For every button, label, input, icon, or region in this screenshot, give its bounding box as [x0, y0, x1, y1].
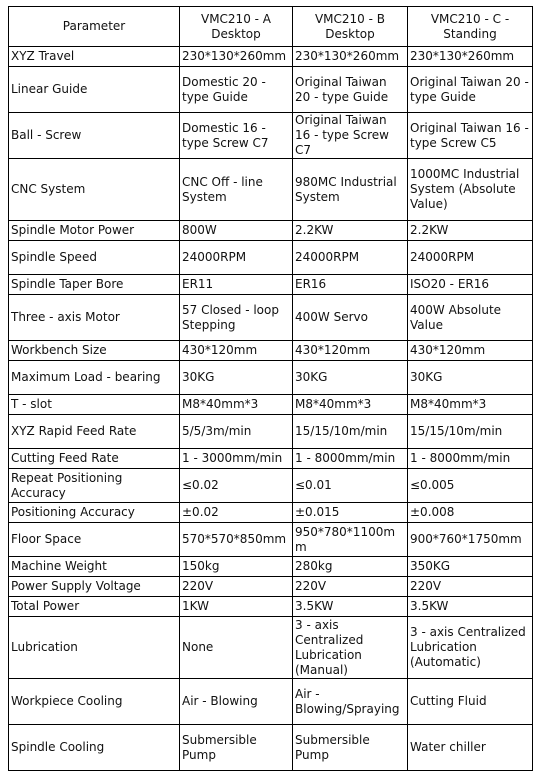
cell-model-a: Domestic 16 - type Screw C7 — [180, 113, 293, 159]
cell-model-b: 3.5KW — [293, 597, 408, 617]
table-row — [9, 577, 533, 597]
cell-model-c: ≤0.005 — [408, 469, 533, 503]
cell-model-a: 5/5/3m/min — [180, 415, 293, 449]
row-label: Power Supply Voltage — [9, 577, 180, 597]
table-row — [9, 295, 533, 341]
table-row — [9, 241, 533, 275]
cell-model-b: Air - Blowing/Spraying — [293, 679, 408, 725]
cell-model-c: ISO20 - ER16 — [408, 275, 533, 295]
table-row — [9, 415, 533, 449]
cell-model-a: 220V — [180, 577, 293, 597]
table-row — [9, 597, 533, 617]
cell-model-a: Domestic 20 - type Guide — [180, 67, 293, 113]
row-label: Spindle Cooling — [9, 725, 180, 771]
cell-model-b: 950*780*1100mm — [293, 523, 408, 557]
cell-model-b: ER16 — [293, 275, 408, 295]
header-parameter: Parameter — [9, 7, 180, 47]
row-label: T - slot — [9, 395, 180, 415]
cell-model-a: 30KG — [180, 361, 293, 395]
cell-model-c: ±0.008 — [408, 503, 533, 523]
row-label: Spindle Speed — [9, 241, 180, 275]
table-row — [9, 449, 533, 469]
row-label: Spindle Motor Power — [9, 221, 180, 241]
cell-model-c: 350KG — [408, 557, 533, 577]
cell-model-b: 400W Servo — [293, 295, 408, 341]
table-row — [9, 523, 533, 557]
cell-model-a: 57 Closed - loop Stepping — [180, 295, 293, 341]
cell-model-b: M8*40mm*3 — [293, 395, 408, 415]
cell-model-c: Original Taiwan 16 - type Screw C5 — [408, 113, 533, 159]
cell-model-a: 1KW — [180, 597, 293, 617]
cell-model-b: 220V — [293, 577, 408, 597]
cell-model-b: Original Taiwan 20 - type Guide — [293, 67, 408, 113]
table-row — [9, 159, 533, 221]
cell-model-a: ≤0.02 — [180, 469, 293, 503]
row-label: Floor Space — [9, 523, 180, 557]
cell-model-c: Water chiller — [408, 725, 533, 771]
cell-model-c: 3.5KW — [408, 597, 533, 617]
cell-model-b: ≤0.01 — [293, 469, 408, 503]
row-label: Linear Guide — [9, 67, 180, 113]
cell-model-b: 2.2KW — [293, 221, 408, 241]
cell-model-a: CNC Off - line System — [180, 159, 293, 221]
row-label: Maximum Load - bearing — [9, 361, 180, 395]
cell-model-a: None — [180, 617, 293, 679]
row-label: Lubrication — [9, 617, 180, 679]
row-label: CNC System — [9, 159, 180, 221]
table-row — [9, 617, 533, 679]
cell-model-b: 30KG — [293, 361, 408, 395]
cell-model-c: 430*120mm — [408, 341, 533, 361]
row-label: Total Power — [9, 597, 180, 617]
cell-model-c: 15/15/10m/min — [408, 415, 533, 449]
table-row — [9, 395, 533, 415]
cell-model-a: 24000RPM — [180, 241, 293, 275]
table-row — [9, 557, 533, 577]
cell-model-b: Original Taiwan 16 - type Screw C7 — [293, 113, 408, 159]
table-row — [9, 725, 533, 771]
cell-model-a: M8*40mm*3 — [180, 395, 293, 415]
cell-model-c: 1000MC Industrial System (Absolute Value) — [408, 159, 533, 221]
cell-model-a: 800W — [180, 221, 293, 241]
row-label: Positioning Accuracy — [9, 503, 180, 523]
row-label: Workpiece Cooling — [9, 679, 180, 725]
row-label: Spindle Taper Bore — [9, 275, 180, 295]
table-row — [9, 275, 533, 295]
row-label: Cutting Feed Rate — [9, 449, 180, 469]
table-row — [9, 679, 533, 725]
cell-model-c: 230*130*260mm — [408, 47, 533, 67]
cell-model-c: 400W Absolute Value — [408, 295, 533, 341]
cell-model-a: 570*570*850mm — [180, 523, 293, 557]
row-label: Three - axis Motor — [9, 295, 180, 341]
cell-model-b: 980MC Industrial System — [293, 159, 408, 221]
cell-model-b: ±0.015 — [293, 503, 408, 523]
header-model-a: VMC210 - A Desktop — [180, 7, 293, 47]
cell-model-c: Original Taiwan 20 - type Guide — [408, 67, 533, 113]
cell-model-b: 3 - axis Centralized Lubrication (Manual) — [293, 617, 408, 679]
cell-model-a: ±0.02 — [180, 503, 293, 523]
table-row — [9, 503, 533, 523]
header-model-c: VMC210 - C - Standing — [408, 7, 533, 47]
cell-model-b: 230*130*260mm — [293, 47, 408, 67]
row-label: Ball - Screw — [9, 113, 180, 159]
cell-model-c: M8*40mm*3 — [408, 395, 533, 415]
cell-model-c: 900*760*1750mm — [408, 523, 533, 557]
table-row — [9, 469, 533, 503]
cell-model-a: Submersible Pump — [180, 725, 293, 771]
cell-model-a: ER11 — [180, 275, 293, 295]
row-label: Workbench Size — [9, 341, 180, 361]
cell-model-a: 430*120mm — [180, 341, 293, 361]
table-row — [9, 221, 533, 241]
cell-model-c: 220V — [408, 577, 533, 597]
row-label: XYZ Travel — [9, 47, 180, 67]
cell-model-b: 280kg — [293, 557, 408, 577]
row-label: XYZ Rapid Feed Rate — [9, 415, 180, 449]
cell-model-b: Submersible Pump — [293, 725, 408, 771]
cell-model-a: Air - Blowing — [180, 679, 293, 725]
cell-model-c: 2.2KW — [408, 221, 533, 241]
table-row — [9, 341, 533, 361]
table-row — [9, 361, 533, 395]
cell-model-c: 3 - axis Centralized Lubrication (Automatic) — [408, 617, 533, 679]
header-model-b: VMC210 - B Desktop — [293, 7, 408, 47]
row-label: Repeat Positioning Accuracy — [9, 469, 180, 503]
cell-model-c: 1 - 8000mm/min — [408, 449, 533, 469]
row-label: Machine Weight — [9, 557, 180, 577]
cell-model-b: 24000RPM — [293, 241, 408, 275]
table-row — [9, 67, 533, 113]
cell-model-b: 1 - 8000mm/min — [293, 449, 408, 469]
cell-model-a: 1 - 3000mm/min — [180, 449, 293, 469]
spec-table — [8, 6, 533, 771]
cell-model-a: 150kg — [180, 557, 293, 577]
table-row — [9, 47, 533, 67]
cell-model-c: 24000RPM — [408, 241, 533, 275]
header-row — [9, 7, 533, 47]
table-row — [9, 113, 533, 159]
cell-model-b: 430*120mm — [293, 341, 408, 361]
cell-model-c: Cutting Fluid — [408, 679, 533, 725]
cell-model-b: 15/15/10m/min — [293, 415, 408, 449]
cell-model-c: 30KG — [408, 361, 533, 395]
cell-model-a: 230*130*260mm — [180, 47, 293, 67]
